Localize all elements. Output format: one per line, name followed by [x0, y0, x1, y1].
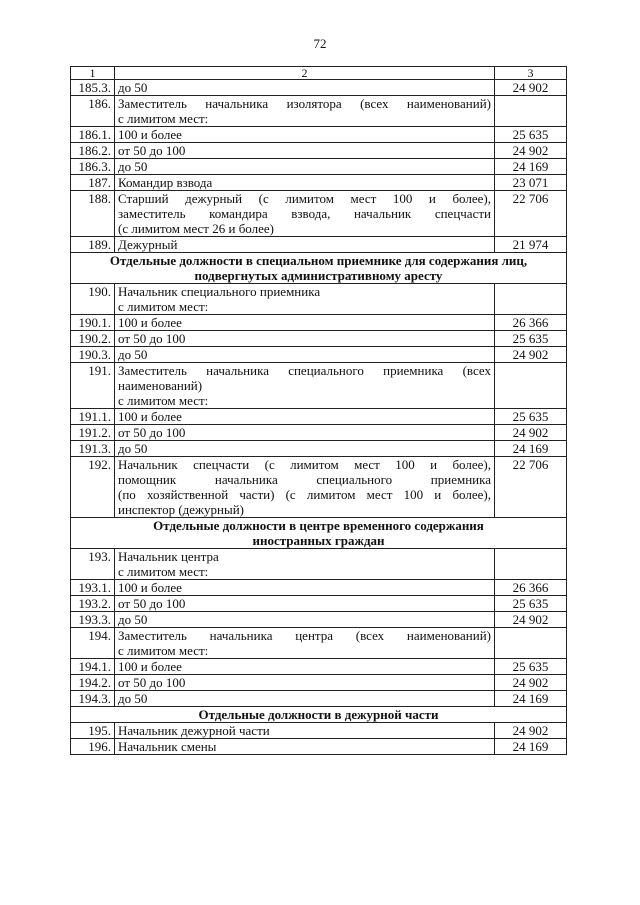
- position-description: [115, 580, 495, 596]
- section-title: [71, 518, 567, 549]
- section-title: [71, 707, 567, 723]
- description-line: Старший дежурный (с лимитом мест 100 и более),: [118, 191, 491, 206]
- header-row: [71, 67, 567, 80]
- row-number: 191.3.: [71, 441, 115, 457]
- section-title-line: Отдельные должности в дежурной части: [198, 707, 439, 722]
- description-line: 100 и более: [118, 315, 182, 330]
- row-number: 193.: [71, 549, 115, 580]
- row-number: 194.: [71, 628, 115, 659]
- table-row: [71, 96, 567, 127]
- position-description: [115, 628, 495, 659]
- position-description: [115, 315, 495, 331]
- table-row: [71, 191, 567, 237]
- row-number: 193.2.: [71, 596, 115, 612]
- position-description: [115, 143, 495, 159]
- table-row: [71, 347, 567, 363]
- section-title-line: Отдельные должности в центре временного содержания: [153, 518, 484, 533]
- page-number: 72: [313, 36, 327, 51]
- salary-value: 22 706: [495, 191, 567, 237]
- salary-value: 24 902: [495, 347, 567, 363]
- salary-value: 24 169: [495, 159, 567, 175]
- row-number: 191.2.: [71, 425, 115, 441]
- salary-value: 24 169: [495, 739, 567, 755]
- section-title-line: иностранных граждан: [252, 533, 385, 548]
- description-line: заместитель командира взвода, начальник спецчасти: [118, 206, 491, 221]
- description-line: до 50: [118, 80, 148, 95]
- description-line: Начальник смены: [118, 739, 217, 754]
- table-row: [71, 127, 567, 143]
- row-number: 191.: [71, 363, 115, 409]
- position-description: [115, 284, 495, 315]
- description-line: Начальник спецчасти (с лимитом мест 100 и более),: [118, 457, 491, 472]
- description-line: до 50: [118, 612, 148, 627]
- description-line: до 50: [118, 441, 148, 456]
- salary-value: 22 706: [495, 457, 567, 518]
- table-row: [71, 159, 567, 175]
- salary-value: 25 635: [495, 409, 567, 425]
- salary-value: 26 366: [495, 315, 567, 331]
- description-line: Начальник центра: [118, 549, 219, 564]
- salary-value: [495, 628, 567, 659]
- description-line: от 50 до 100: [118, 425, 186, 440]
- row-number: 186.: [71, 96, 115, 127]
- table-row: [71, 675, 567, 691]
- position-description: [115, 96, 495, 127]
- description-line: до 50: [118, 691, 148, 706]
- description-line: 100 и более: [118, 659, 182, 674]
- salary-value: [495, 284, 567, 315]
- salary-value: 24 902: [495, 80, 567, 96]
- position-description: [115, 409, 495, 425]
- description-line: помощник начальника специального приемника: [118, 472, 491, 487]
- description-line: с лимитом мест:: [118, 111, 209, 126]
- position-description: [115, 363, 495, 409]
- section-title: [71, 253, 567, 284]
- salary-value: 24 902: [495, 425, 567, 441]
- salary-value: 25 635: [495, 659, 567, 675]
- description-line: от 50 до 100: [118, 596, 186, 611]
- position-description: [115, 425, 495, 441]
- description-line: до 50: [118, 347, 148, 362]
- salary-value: 25 635: [495, 331, 567, 347]
- description-line: (с лимитом мест 26 и более): [118, 221, 274, 236]
- description-line: от 50 до 100: [118, 143, 186, 158]
- table-row: [71, 143, 567, 159]
- salary-value: 26 366: [495, 580, 567, 596]
- description-line: 100 и более: [118, 580, 182, 595]
- description-line: (по хозяйственной части) (с лимитом мест 100 и более),: [118, 487, 491, 502]
- description-line: от 50 до 100: [118, 331, 186, 346]
- table-row: [71, 691, 567, 707]
- description-line: 100 и более: [118, 409, 182, 424]
- position-description: [115, 237, 495, 253]
- description-line: с лимитом мест:: [118, 299, 209, 314]
- section-header-row: [71, 518, 567, 549]
- header-col-2: 2: [115, 67, 495, 80]
- row-number: 193.1.: [71, 580, 115, 596]
- row-number: 190.3.: [71, 347, 115, 363]
- position-description: [115, 457, 495, 518]
- header-col-1: 1: [71, 67, 115, 80]
- position-description: [115, 675, 495, 691]
- table-row: [71, 237, 567, 253]
- table-row: [71, 441, 567, 457]
- positions-table: [70, 66, 567, 755]
- salary-value: 23 071: [495, 175, 567, 191]
- position-description: [115, 441, 495, 457]
- header-col-3: 3: [495, 67, 567, 80]
- table-row: [71, 723, 567, 739]
- section-title-line: подвергнутых административному аресту: [194, 268, 443, 283]
- row-number: 190.1.: [71, 315, 115, 331]
- description-line: от 50 до 100: [118, 675, 186, 690]
- section-header-row: [71, 707, 567, 723]
- position-description: [115, 739, 495, 755]
- description-line: Начальник дежурной части: [118, 723, 270, 738]
- row-number: 190.2.: [71, 331, 115, 347]
- salary-value: 24 902: [495, 675, 567, 691]
- row-number: 190.: [71, 284, 115, 315]
- position-description: [115, 191, 495, 237]
- position-description: [115, 159, 495, 175]
- salary-value: 21 974: [495, 237, 567, 253]
- row-number: 191.1.: [71, 409, 115, 425]
- position-description: [115, 80, 495, 96]
- row-number: 186.1.: [71, 127, 115, 143]
- row-number: 195.: [71, 723, 115, 739]
- section-header-row: [71, 253, 567, 284]
- salary-value: 24 902: [495, 723, 567, 739]
- table-row: [71, 659, 567, 675]
- row-number: 188.: [71, 191, 115, 237]
- salary-value: 25 635: [495, 127, 567, 143]
- table-row: [71, 425, 567, 441]
- table-row: [71, 457, 567, 518]
- row-number: 187.: [71, 175, 115, 191]
- table-row: [71, 175, 567, 191]
- section-title-line: Отдельные должности в специальном приемнике для содержания лиц,: [109, 253, 528, 268]
- row-number: 194.1.: [71, 659, 115, 675]
- row-number: 192.: [71, 457, 115, 518]
- position-description: [115, 723, 495, 739]
- table-row: [71, 549, 567, 580]
- table-row: [71, 315, 567, 331]
- row-number: 194.2.: [71, 675, 115, 691]
- salary-value: 25 635: [495, 596, 567, 612]
- table-row: [71, 596, 567, 612]
- position-description: [115, 127, 495, 143]
- description-line: Дежурный: [118, 237, 178, 252]
- position-description: [115, 659, 495, 675]
- row-number: 189.: [71, 237, 115, 253]
- table-row: [71, 80, 567, 96]
- salary-value: [495, 96, 567, 127]
- description-line: Заместитель начальника центра (всех наименований): [118, 628, 491, 643]
- row-number: 186.3.: [71, 159, 115, 175]
- position-description: [115, 347, 495, 363]
- position-description: [115, 175, 495, 191]
- description-line: с лимитом мест:: [118, 643, 209, 658]
- description-line: Начальник специального приемника: [118, 284, 321, 299]
- table-row: [71, 739, 567, 755]
- table-row: [71, 363, 567, 409]
- description-line: Командир взвода: [118, 175, 213, 190]
- salary-value: [495, 363, 567, 409]
- table-row: [71, 284, 567, 315]
- table-row: [71, 612, 567, 628]
- description-line: 100 и более: [118, 127, 182, 142]
- salary-value: 24 169: [495, 441, 567, 457]
- description-line: с лимитом мест:: [118, 564, 209, 579]
- table-row: [71, 628, 567, 659]
- table-row: [71, 331, 567, 347]
- position-description: [115, 596, 495, 612]
- salary-value: 24 902: [495, 612, 567, 628]
- table-row: [71, 409, 567, 425]
- description-line: Заместитель начальника специального приемника (всех: [118, 363, 491, 378]
- row-number: 185.3.: [71, 80, 115, 96]
- position-description: [115, 549, 495, 580]
- salary-value: 24 902: [495, 143, 567, 159]
- salary-value: [495, 549, 567, 580]
- table-row: [71, 580, 567, 596]
- row-number: 196.: [71, 739, 115, 755]
- description-line: Заместитель начальника изолятора (всех наименований): [118, 96, 491, 111]
- description-line: до 50: [118, 159, 148, 174]
- row-number: 193.3.: [71, 612, 115, 628]
- position-description: [115, 691, 495, 707]
- row-number: 186.2.: [71, 143, 115, 159]
- description-line: инспектор (дежурный): [118, 502, 244, 517]
- row-number: 194.3.: [71, 691, 115, 707]
- salary-value: 24 169: [495, 691, 567, 707]
- description-line: наименований): [118, 378, 203, 393]
- position-description: [115, 612, 495, 628]
- description-line: с лимитом мест:: [118, 393, 209, 408]
- position-description: [115, 331, 495, 347]
